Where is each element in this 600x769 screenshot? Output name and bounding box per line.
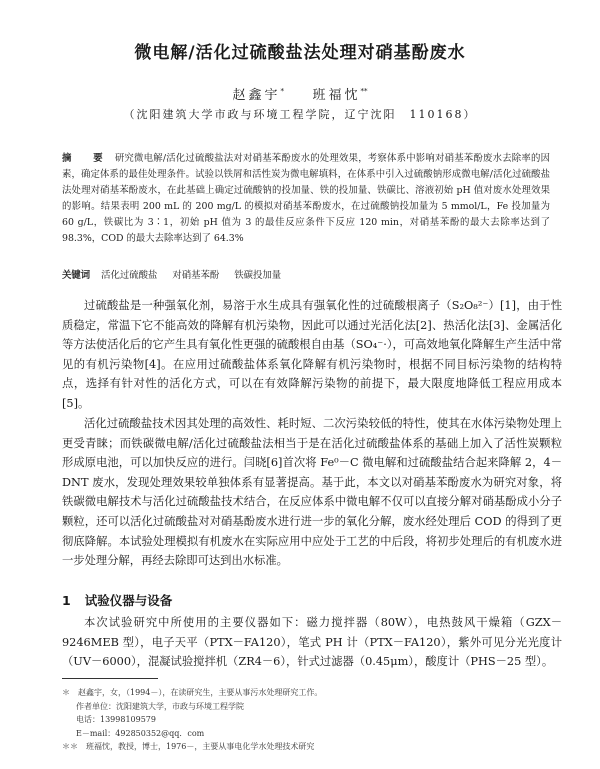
author-name: 赵鑫宇 (232, 88, 281, 103)
author-line (0, 84, 600, 103)
body-paragraph-2: 活化过硫酸盐技术因其处理的高效性、耗时短、二次污染较低的特性，使其在水体污染物处理上更受青睐；而铁碳微电解/活化过硫酸盐法相当于是在活化过硫酸盐体系的基础上加入了活性炭颗粒形成原电池，可以加快反应的进行。闫晓[6]首次将 Fe⁰－C 微电解和过硫酸盐结合起来降解 2，4－DNT 废水，发现处理效果较单独体系有显著提高。基于此，本文以对硝基苯酚废水为研究对象，将铁碳微电解技术与活化过硫酸盐技术结合，在反应体系中微电解不仅可以直接分解对硝基酚成小分子颗粒，还可以活化过硫酸盐对对硝基酚废水进行进一步的氧化分解，废水经处理后 COD 的得到了更彻底降解。本试验处理模拟有机废水在实际应用中应处于工艺的中后段，将初步处理后的有机废水进一步处理分解，再经去除即可达到出水标准。 (62, 417, 562, 568)
abstract (62, 151, 550, 248)
author-mark: ** (360, 87, 368, 96)
body-paragraph-1: 过硫酸盐是一种强氧化剂，易溶于水生成具有强氧化性的过硫酸根离子（S₂O₈²⁻）[1]，由于性质稳定，常温下它不能高效的降解有机污染物，因此可以通过光活化法[2]、热活化法[3]、金属活化等方法使活化后的它产生具有氧化性更强的硫酸根自由基（SO₄⁻·），可高效地氧化降解生产生活中常见的有机污染物[4]。在应用过硫酸盐体系氧化降解有机污染物时，根据不同目标污染物的结构特点，选择有针对性的活化方式，可以在有效降解污染物的前提下，最大限度地降低工程应用成本[5]。 (62, 299, 562, 410)
keywords (62, 268, 550, 284)
footnote: ＊＊ 班福忱，教授，博士，1976－，主要从事电化学水处理技术研究 (62, 742, 315, 752)
keyword: 活化过硫酸盐 (101, 270, 158, 281)
footnote: E－mail：492850352@qq．com (76, 728, 205, 738)
keywords-label: 关键词 (62, 270, 91, 281)
keyword: 对硝基苯酚 (172, 270, 220, 281)
author-mark: * (280, 87, 284, 96)
author-name: 班福忱 (312, 88, 361, 103)
abstract-label: 摘 要 (62, 153, 109, 164)
paper-title: 微电解/活化过硫酸盐法处理对硝基酚废水 (134, 43, 466, 63)
section-title: 试验仪器与设备 (84, 593, 173, 608)
affiliation: （沈阳建筑大学市政与环境工程学院，辽宁沈阳 110168） (123, 108, 477, 121)
section-number: 1 (62, 593, 71, 608)
keyword: 铁碳投加量 (234, 270, 282, 281)
footnotes (62, 686, 542, 754)
body-paragraph-3: 本次试验研究中所使用的主要仪器如下：磁力搅拌器（80W），电热鼓风干燥箱（GZX－9246MEB 型），电子天平（PTX－FA120），笔式 PH 计（PTX－FA120），紫外可见分光光度计（UV－6000），混凝试验搅拌机（ZR4－6），针式过滤器（0.45μm），酸度计（PHS－25 型）。 (62, 616, 562, 669)
footnote: ＊ 赵鑫宇，女，（1994－），在读研究生，主要从事污水处理研究工作。 (62, 688, 323, 697)
footnote: 作者单位：沈阳建筑大学，市政与环境工程学院 (76, 701, 244, 711)
section-heading (62, 591, 172, 609)
footnote-divider (62, 678, 158, 679)
footnote: 电话：13998109579 (76, 715, 156, 725)
abstract-text: 研究微电解/活化过硫酸盐法对对硝基苯酚废水的处理效果，考察体系中影响对硝基苯酚废水去除率的因素，确定体系的最佳处理条件。试验以铁屑和活性炭为微电解填料，在体系中引入过硫酸钠形成微电解/活化过硫酸盐法处理对硝基苯酚废水，在此基础上确定过硫酸钠的投加量、铁的投加量、铁碳比、溶液初始 pH 值对废水处理效果的影响。结果表明 200 mL 的 200 mg/L 的模拟对硝基苯酚废水，在过硫酸钠投加量为 5 mmol/L，Fe 投加量为 60 g/L，铁碳比为 3∶1，初始 pH 值为 3 的最佳反应条件下反应 120 min，对硝基苯酚的最大去除率达到了 98.3%，COD 的最大去除率达到了 64.3% (62, 153, 550, 245)
